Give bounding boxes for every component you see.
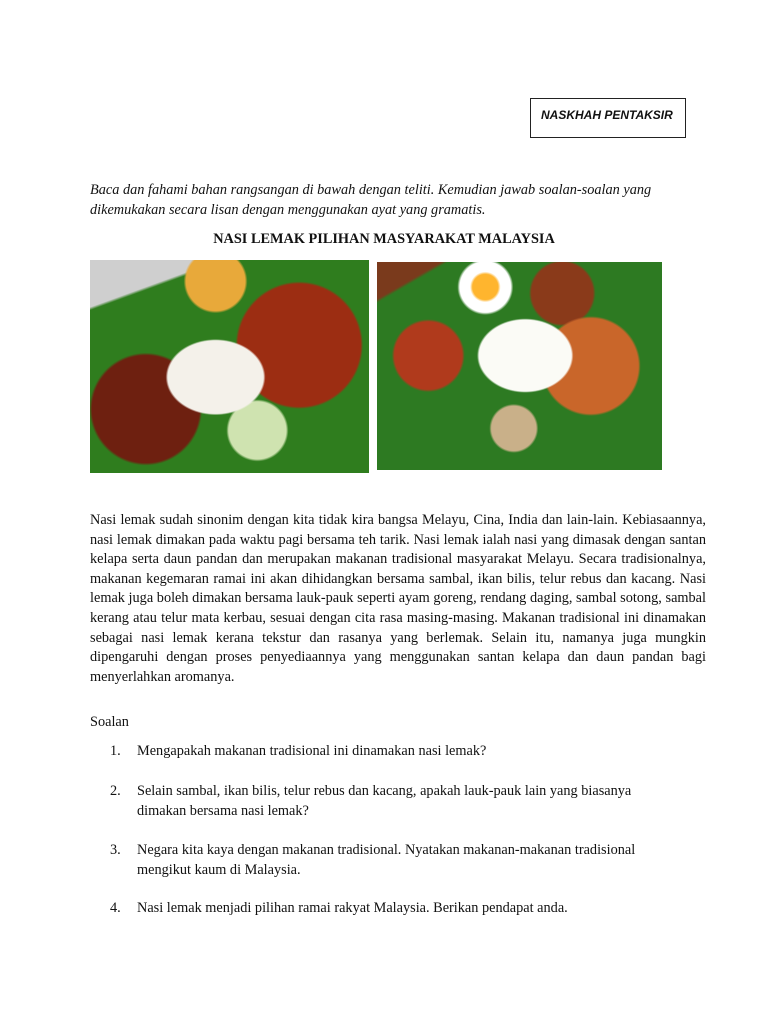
nasi-lemak-photo-2 (377, 262, 662, 470)
question-item (110, 782, 670, 821)
questions-heading: Soalan (90, 714, 129, 730)
copy-label-box: NASKHAH PENTAKSIR (530, 98, 686, 138)
question-item (110, 841, 670, 880)
question-number: 2. (110, 783, 121, 799)
passage: Nasi lemak sudah sinonim dengan kita tidak kira bangsa Melayu, Cina, India dan lain-lain. Kebiasaannya, nasi lemak dimakan pada waktu pagi bersama teh tarik. Nasi lemak ialah nasi yang dimasak dengan santan kelapa serta daun pandan dan merupakan makanan tradisional masyarakat Melayu. Secara tradisionalnya, makanan kegemaran ramai ini akan dihidangkan bersama sambal, ikan bilis, telur rebus dan kacang. Nasi lemak juga boleh dimakan bersama lauk-pauk seperti ayam goreng, rendang daging, sambal sotong, sambal kerang atau telur mata kerbau, sesuai dengan cita rasa masing-masing. Makanan tradisional ini dinamakan sebagai nasi lemak kerana tekstur dan rasanya yang berlemak. Selain itu, namanya juga mungkin dipengaruhi dengan proses penyediaannya yang menggunakan santan kelapa dan daun pandan bagi menyerlahkan aromanya. (90, 512, 706, 685)
instructions: Baca dan fahami bahan rangsangan di bawah dengan teliti. Kemudian jawab soalan-soalan yang dikemukakan secara lisan dengan menggunakan ayat yang gramatis. (90, 182, 652, 218)
question-number: 1. (110, 743, 121, 759)
question-item (110, 742, 670, 762)
question-number: 3. (110, 842, 121, 858)
nasi-lemak-photo-1 (90, 260, 369, 473)
question-text: Nasi lemak menjadi pilihan ramai rakyat Malaysia. Berikan pendapat anda. (137, 900, 568, 916)
question-number: 4. (110, 900, 121, 916)
question-text: Mengapakah makanan tradisional ini dinamakan nasi lemak? (137, 743, 487, 759)
document-title: NASI LEMAK PILIHAN MASYARAKAT MALAYSIA (213, 231, 555, 247)
question-item (110, 899, 670, 919)
question-text: Negara kita kaya dengan makanan tradisional. Nyatakan makanan-makanan tradisional mengikut kaum di Malaysia. (137, 842, 636, 878)
question-text: Selain sambal, ikan bilis, telur rebus dan kacang, apakah lauk-pauk lain yang biasanya dimakan bersama nasi lemak? (137, 783, 632, 819)
